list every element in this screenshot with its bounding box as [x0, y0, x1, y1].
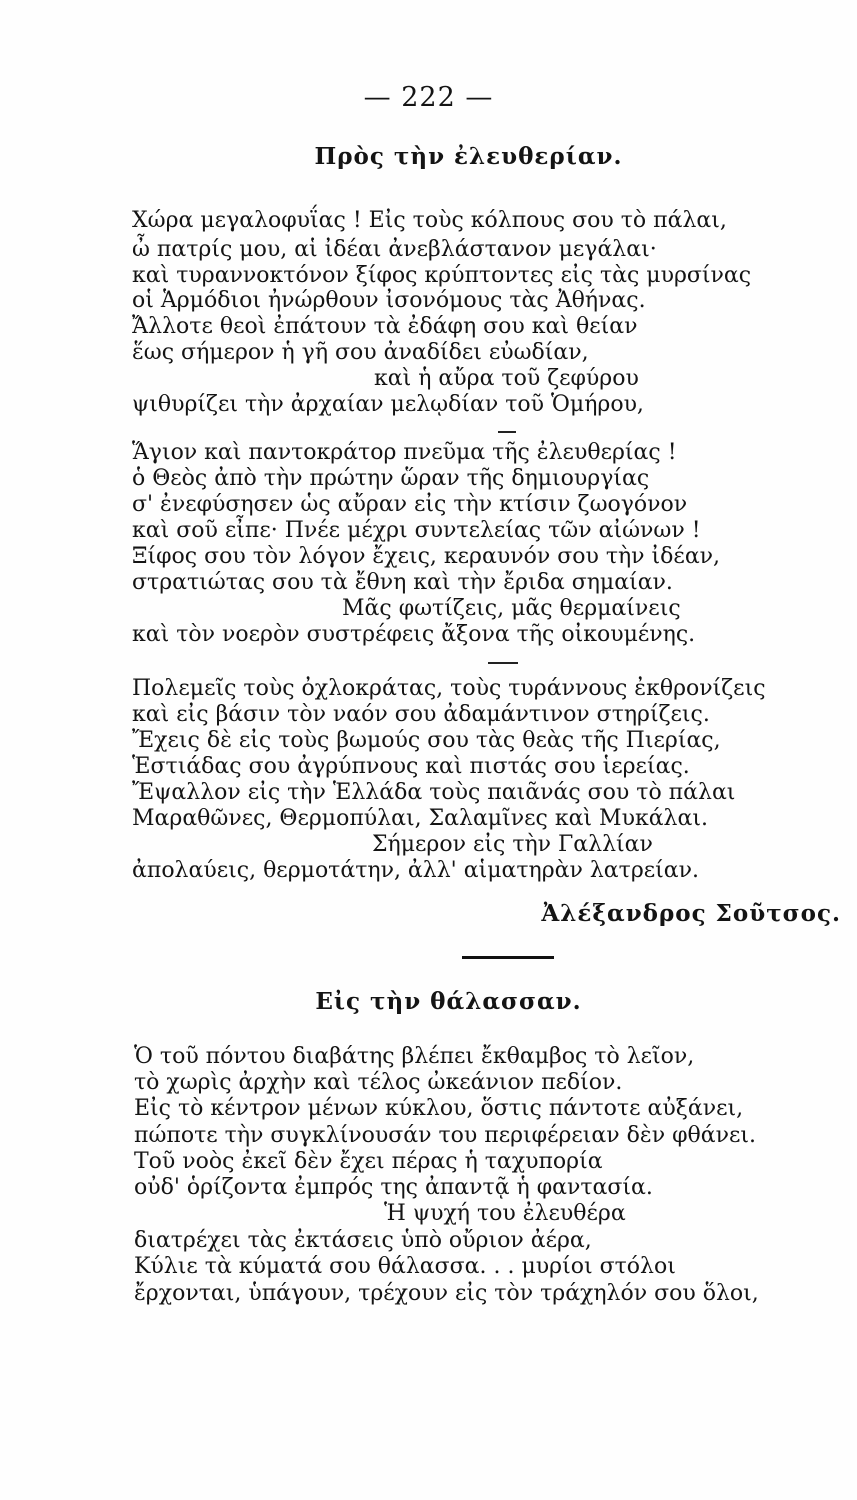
verse-line: Μαραθῶνες, Θερμοπύλαι, Σαλαμῖνες καὶ Μυκάλαι.	[132, 806, 708, 831]
verse-line: στρατιώτας σου τὰ ἔθνη καὶ τὴν ἔριδα σημαίαν.	[132, 570, 673, 595]
verse-line: καὶ τὸν νοερὸν συστρέφεις ἄξονα τῆς οἰκουμένης.	[132, 622, 696, 647]
verse-line: Ἔψαλλον εἰς τὴν Ἑλλάδα τοὺς παιᾶνάς σου τὸ πάλαι	[132, 780, 736, 805]
verse-line: οὐδ' ὁρίζοντα ἐμπρός της ἀπαντᾷ ἡ φαντασία.	[134, 1175, 653, 1200]
verse-line: Εἰς τὸ κέντρον μένων κύκλου, ὅστις πάντοτε αὐξάνει,	[134, 1096, 744, 1121]
verse-line: τὸ χωρὶς ἀρχὴν καὶ τέλος ὠκεάνιον πεδίον.	[134, 1070, 623, 1095]
verse-line: Τοῦ νοὸς ἐκεῖ δὲν ἔχει πέρας ἡ ταχυπορία	[134, 1149, 603, 1174]
verse-line: καὶ εἰς βάσιν τὸν ναόν σου ἀδαμάντινον στηρίζεις.	[132, 702, 710, 727]
verse-line: ψιθυρίζει τὴν ἀρχαίαν μελῳδίαν τοῦ Ὁμήρου,	[132, 392, 644, 417]
verse-line: πώποτε τὴν συγκλίνουσάν του περιφέρειαν δὲν φθάνει.	[134, 1123, 756, 1148]
stanza-divider	[498, 431, 516, 433]
author-signature: Ἀλέξανδρος Σοῦτσος.	[541, 900, 841, 927]
verse-line: Σήμερον εἰς τὴν Γαλλίαν	[372, 832, 653, 857]
section-rule	[462, 956, 554, 959]
verse-line: ἀπολαύεις, θερμοτάτην, ἀλλ' αἱματηρὰν λατρείαν.	[132, 858, 700, 883]
page-number: — 222 —	[363, 82, 494, 113]
verse-line: ὦ πατρίς μου, αἱ ἰδέαι ἀνεβλάστανον μεγάλαι·	[132, 237, 657, 262]
verse-line: Ἡ ψυχή του ἐλευθέρα	[384, 1201, 626, 1226]
verse-line: Μᾶς φωτίζεις, μᾶς θερμαίνεις	[342, 596, 681, 621]
verse-line: ἔρχονται, ὑπάγουν, τρέχουν εἰς τὸν τράχηλόν σου ὅλοι,	[134, 1281, 759, 1306]
verse-line: ἕως σήμερον ἡ γῆ σου ἀναδίδει εὐωδίαν,	[132, 340, 589, 365]
verse-line: Ὁ τοῦ πόντου διαβάτης βλέπει ἔκθαμβος τὸ λεῖον,	[134, 1044, 695, 1069]
verse-line: Κύλιε τὰ κύματά σου θάλασσα. . . μυρίοι στόλοι	[134, 1254, 676, 1279]
verse-line: Ἑστιάδας σου ἀγρύπνους καὶ πιστάς σου ἱερείας.	[132, 754, 690, 779]
stanza-divider	[488, 662, 518, 664]
verse-line: σ' ἐνεφύσησεν ὡς αὔραν εἰς τὴν κτίσιν ζωογόνον	[132, 492, 688, 517]
verse-line: Ἔχεις δὲ εἰς τοὺς βωμούς σου τὰς θεὰς τῆς Πιερίας,	[132, 728, 721, 753]
verse-line: Ξίφος σου τὸν λόγον ἔχεις, κεραυνόν σου τὴν ἰδέαν,	[132, 544, 721, 569]
verse-line: καὶ τυραννοκτόνον ξίφος κρύπτοντες εἰς τὰς μυρσίνας	[132, 263, 752, 288]
verse-line: διατρέχει τὰς ἐκτάσεις ὑπὸ οὔριον ἀέρα,	[134, 1228, 592, 1253]
verse-line: οἱ Ἁρμόδιοι ἠνώρθουν ἰσονόμους τὰς Ἀθήνας.	[132, 288, 646, 313]
verse-line: καὶ σοῦ εἶπε· Πνέε μέχρι συντελείας τῶν αἰώνων !	[132, 518, 701, 543]
verse-line: Χώρα μεγαλοφυΐας ! Εἰς τοὺς κόλπους σου τὸ πάλαι,	[132, 208, 727, 233]
poem-title: Εἰς τὴν θάλασσαν.	[315, 988, 582, 1015]
verse-line: καὶ ἡ αὔρα τοῦ ζεφύρου	[374, 366, 639, 391]
poem-title: Πρὸς τὴν ἐλευθερίαν.	[314, 143, 623, 170]
verse-line: ὁ Θεὸς ἀπὸ τὴν πρώτην ὥραν τῆς δημιουργίας	[132, 466, 650, 491]
verse-line: Πολεμεῖς τοὺς ὀχλοκράτας, τοὺς τυράννους ἐκθρονίζεις	[132, 676, 766, 701]
verse-line: Ἄλλοτε θεοὶ ἐπάτουν τὰ ἐδάφη σου καὶ θείαν	[132, 314, 638, 339]
verse-line: Ἅγιον καὶ παντοκράτορ πνεῦμα τῆς ἐλευθερίας !	[132, 440, 677, 465]
